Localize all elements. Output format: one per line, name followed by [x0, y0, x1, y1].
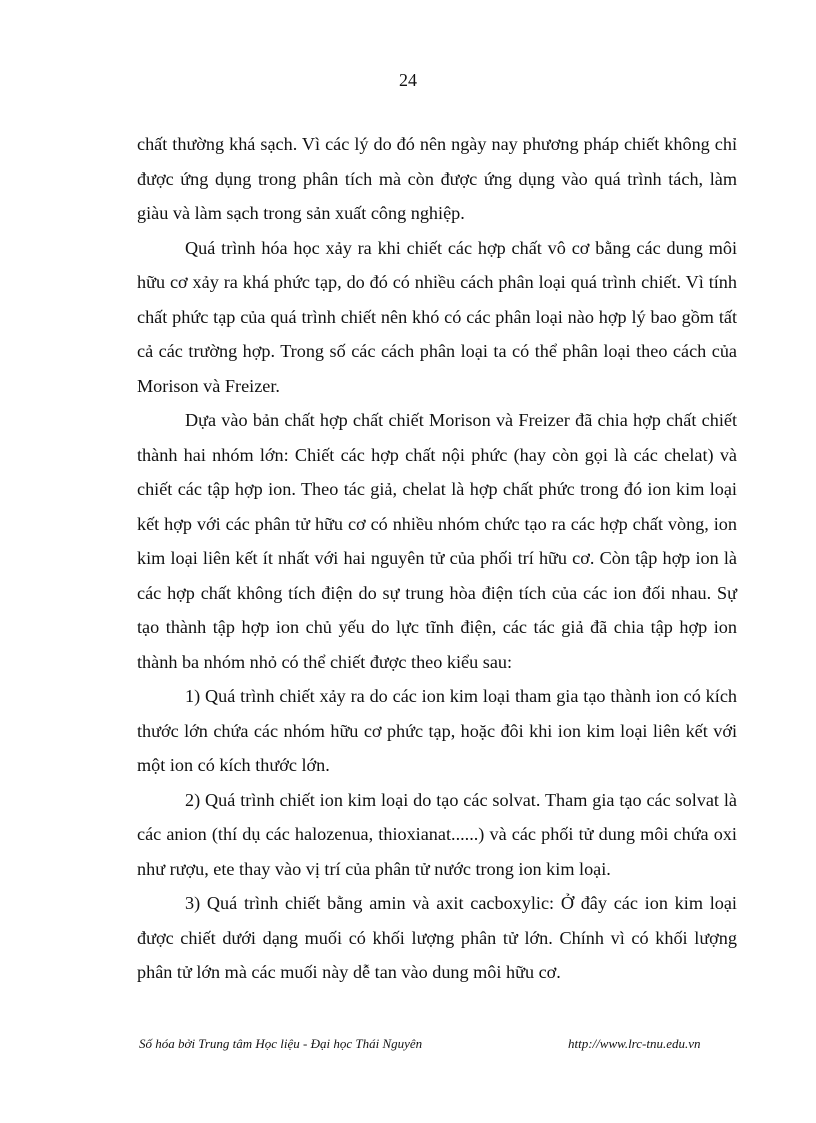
- paragraph-1: chất thường khá sạch. Vì các lý do đó nên ngày nay phương pháp chiết không chỉ được ứng dụng trong phân tích mà còn được ứng dụng vào quá trình tách, làm giàu và làm sạch trong sản xuất công nghiệp.: [137, 134, 737, 223]
- paragraph-2: Quá trình hóa học xảy ra khi chiết các hợp chất vô cơ bằng các dung môi hữu cơ xảy ra khá phức tạp, do đó có nhiều cách phân loại quá trình chiết. Vì tính chất phức tạp của quá trình chiết nên khó có các phân loại nào hợp lý bao gồm tất cả các trường hợp. Trong số các cách phân loại ta có thể phân loại theo cách của Morison và Freizer.: [137, 237, 737, 396]
- footer-url: http://www.lrc-tnu.edu.vn: [568, 1036, 701, 1051]
- body-text: [137, 127, 737, 990]
- list-item-2: 2) Quá trình chiết ion kim loại do tạo các solvat. Tham gia tạo các solvat là các anion (thí dụ các halozenua, thioxianat......) và các phối tử dung môi chứa oxi như rượu, ete thay vào vị trí của phân tử nước trong ion kim loại.: [137, 789, 737, 879]
- list-item-1: 1) Quá trình chiết xảy ra do các ion kim loại tham gia tạo thành ion có kích thước lớn chứa các nhóm hữu cơ phức tạp, hoặc đôi khi ion kim loại liên kết với một ion có kích thước lớn.: [137, 686, 737, 775]
- footer-source: Số hóa bởi Trung tâm Học liệu - Đại học Thái Nguyên: [139, 1036, 423, 1051]
- page-number: 24: [399, 70, 417, 90]
- paragraph-3: Dựa vào bản chất hợp chất chiết Morison và Freizer đã chia hợp chất chiết thành hai nhóm lớn: Chiết các hợp chất nội phức (hay còn gọi là các chelat) và chiết các tập hợp ion. Theo tác giả, chelat là hợp chất phức trong đó ion kim loại kết hợp với các phân tử hữu cơ có nhiều nhóm chức tạo ra các hợp chất vòng, ion kim loại liên kết ít nhất với hai nguyên tử của phối trí hữu cơ. Còn tập hợp ion là các hợp chất không tích điện do sự trung hòa điện tích của các ion đối nhau. Sự tạo thành tập hợp ion chủ yếu do lực tĩnh điện, các tác giả đã chia tập hợp ion thành ba nhóm nhỏ có thể chiết được theo kiểu sau:: [137, 410, 737, 672]
- list-item-3: 3) Quá trình chiết bằng amin và axit cacboxylic: Ở đây các ion kim loại được chiết dưới dạng muối có khối lượng phân tử lớn. Chính vì có khối lượng phân tử lớn mà các muối này dễ tan vào dung môi hữu cơ.: [137, 893, 737, 982]
